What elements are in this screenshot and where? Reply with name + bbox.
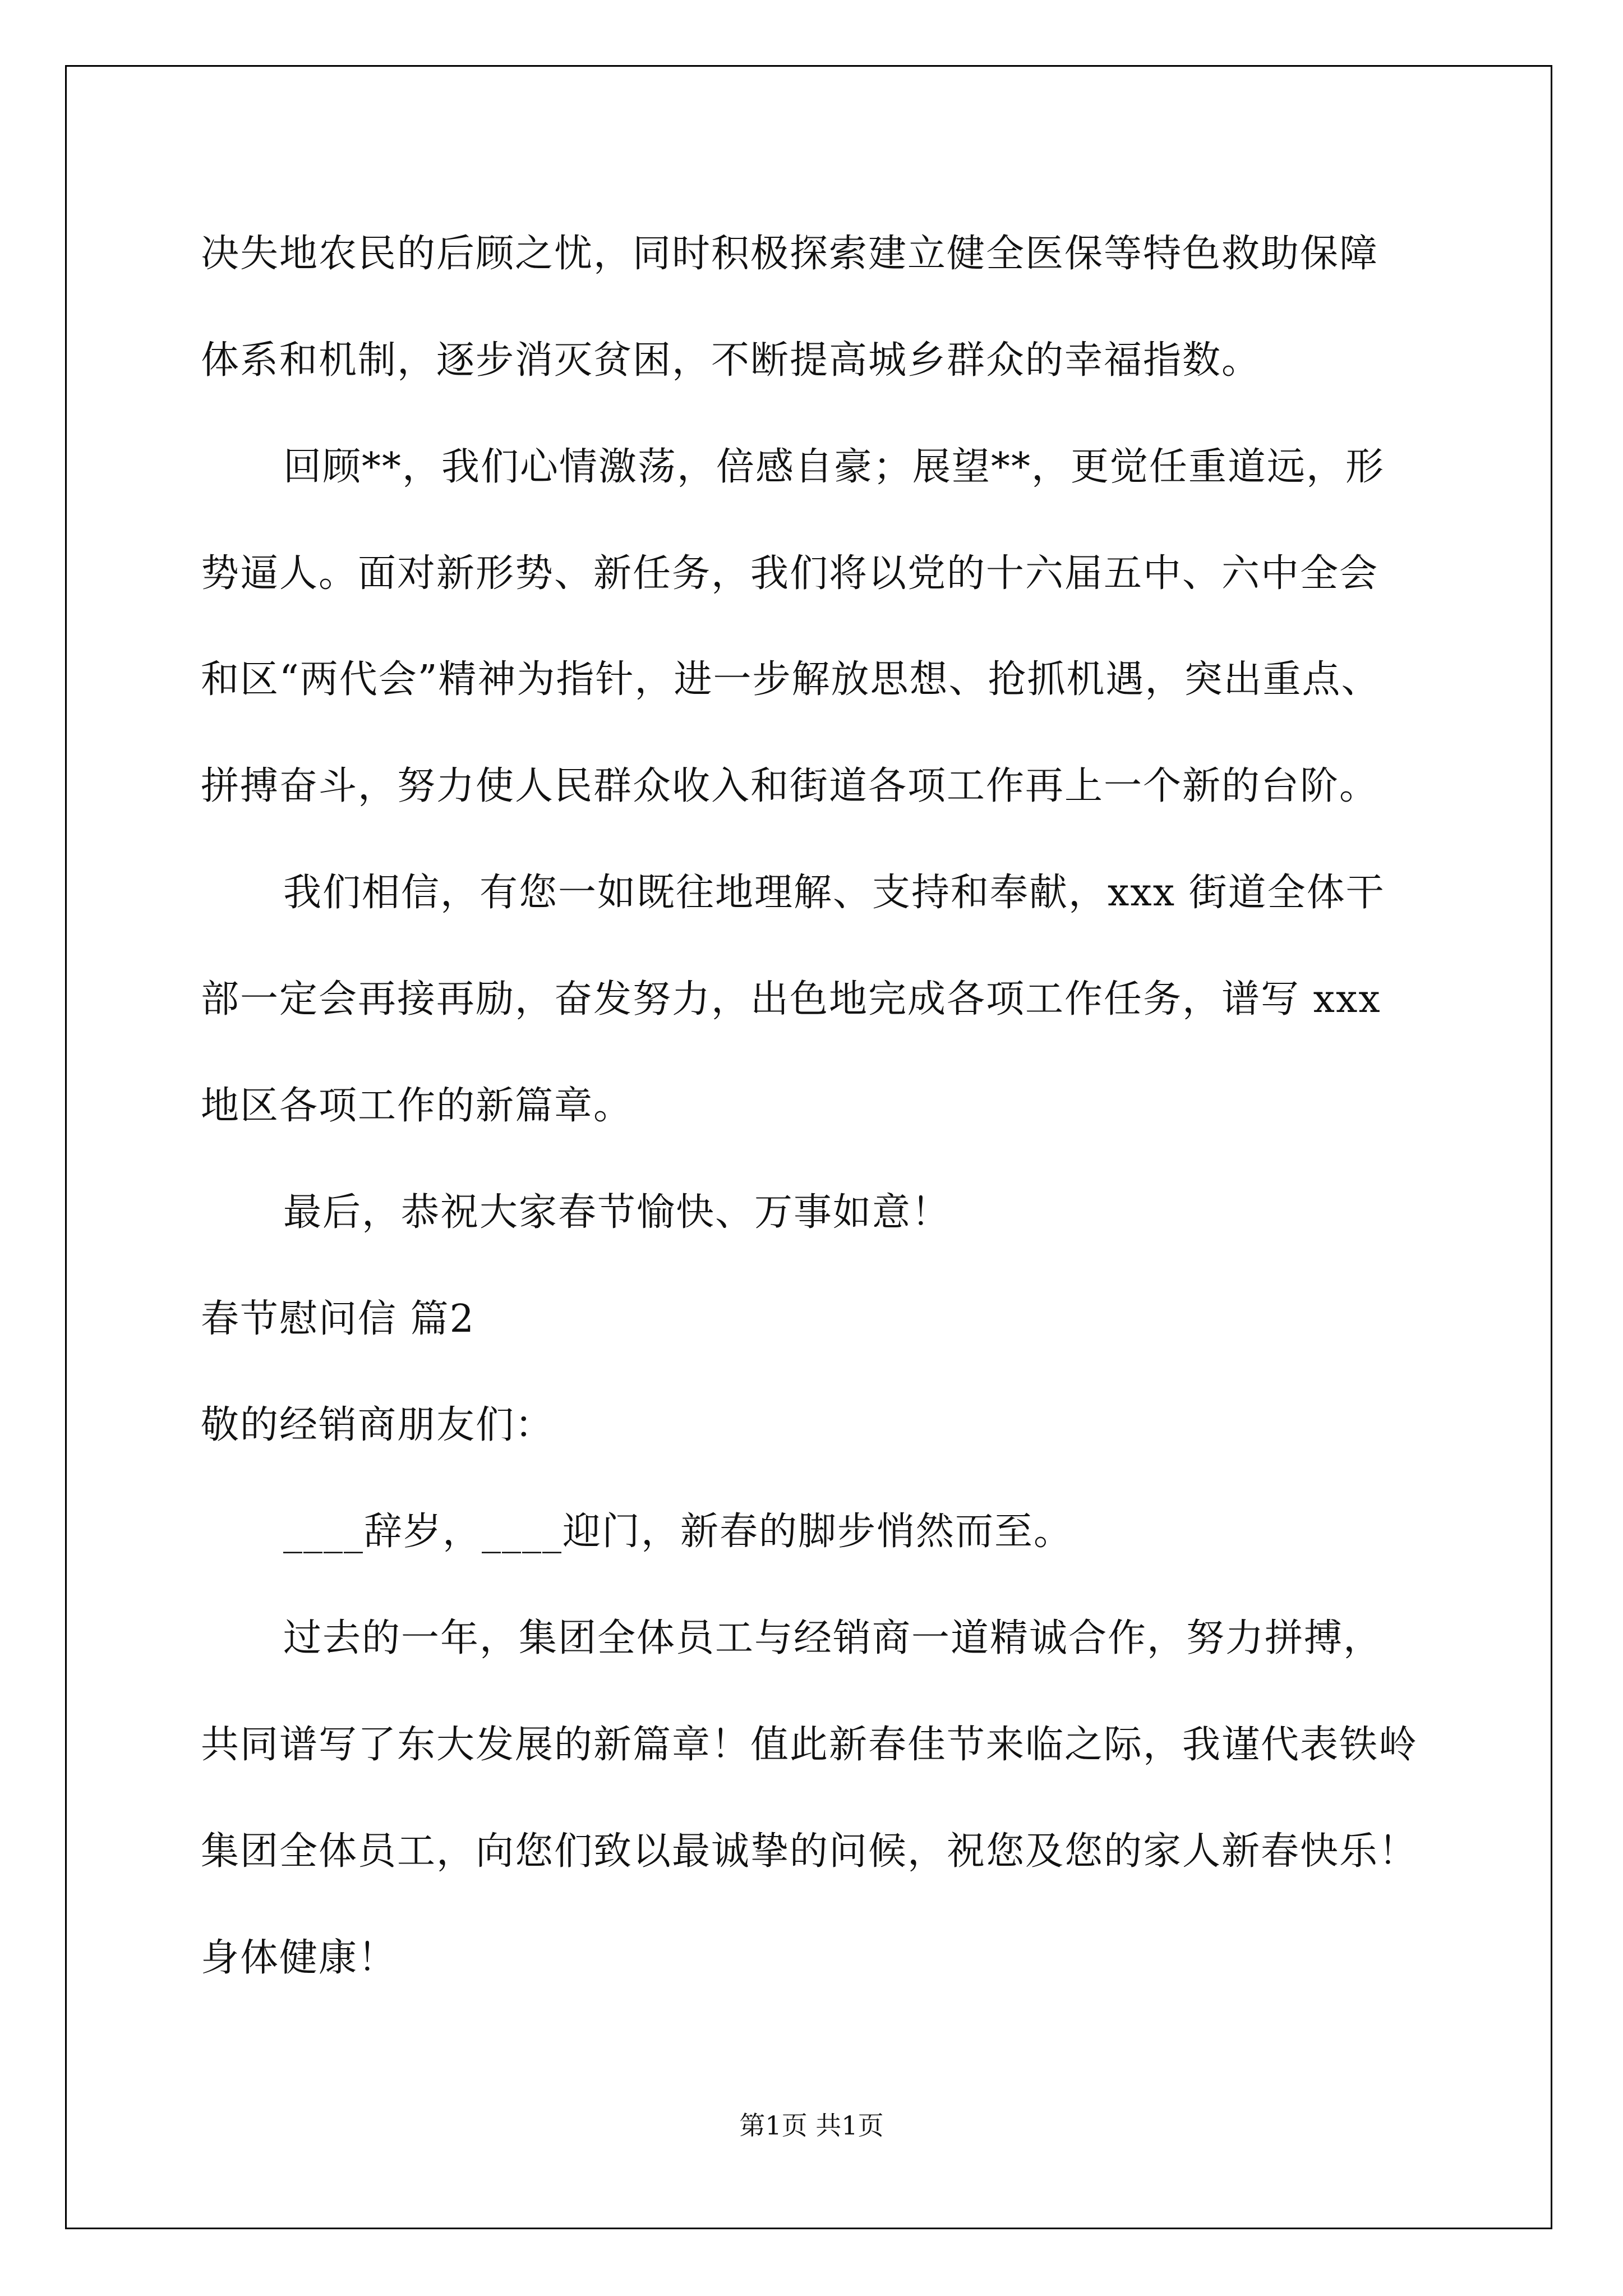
page-border [65,65,1552,2229]
section-heading: 春节慰问信 篇2 [201,1297,475,1341]
text-line: 地区各项工作的新篇章。 [201,1084,633,1128]
text-line: 集团全体员工，向您们致以最诚挚的问候，祝您及您的家人新春快乐！ [201,1829,1418,1874]
text-line: 我们相信，有您一如既往地理解、支持和奉献，xxx 街道全体干 [283,871,1385,915]
text-line: ____辞岁，____迎门，新春的脚步悄然而至。 [283,1510,1073,1554]
text-line: 最后，恭祝大家春节愉快、万事如意！ [283,1190,951,1235]
text-line: 势逼人。面对新形势、新任务，我们将以党的十六届五中、六中全会 [201,551,1379,596]
page-number: 第1页 共1页 [739,2110,884,2141]
text-line: 身体健康！ [201,1936,398,1980]
text-line: 共同谱写了东大发展的新篇章！值此新春佳节来临之际，我谨代表铁岭 [201,1723,1418,1767]
text-line: 和区“两代会”精神为指针，进一步解放思想、抢抓机遇，突出重点、 [201,657,1381,702]
salutation: 敬的经销商朋友们： [201,1403,555,1447]
text-line: 体系和机制，逐步消灭贫困，不断提高城乡群众的幸福指数。 [201,338,1261,383]
text-line: 过去的一年，集团全体员工与经销商一道精诚合作，努力拼搏， [283,1616,1383,1660]
text-line: 决失地农民的后顾之忧，同时积极探索建立健全医保等特色救助保障 [201,232,1379,276]
text-line: 部一定会再接再励，奋发努力，出色地完成各项工作任务，谱写 xxx [201,977,1381,1022]
text-line: 拼搏奋斗，努力使人民群众收入和街道各项工作再上一个新的台阶。 [201,764,1379,808]
text-line: 回顾**，我们心情激荡，倍感自豪；展望**，更觉任重道远，形 [283,445,1385,489]
